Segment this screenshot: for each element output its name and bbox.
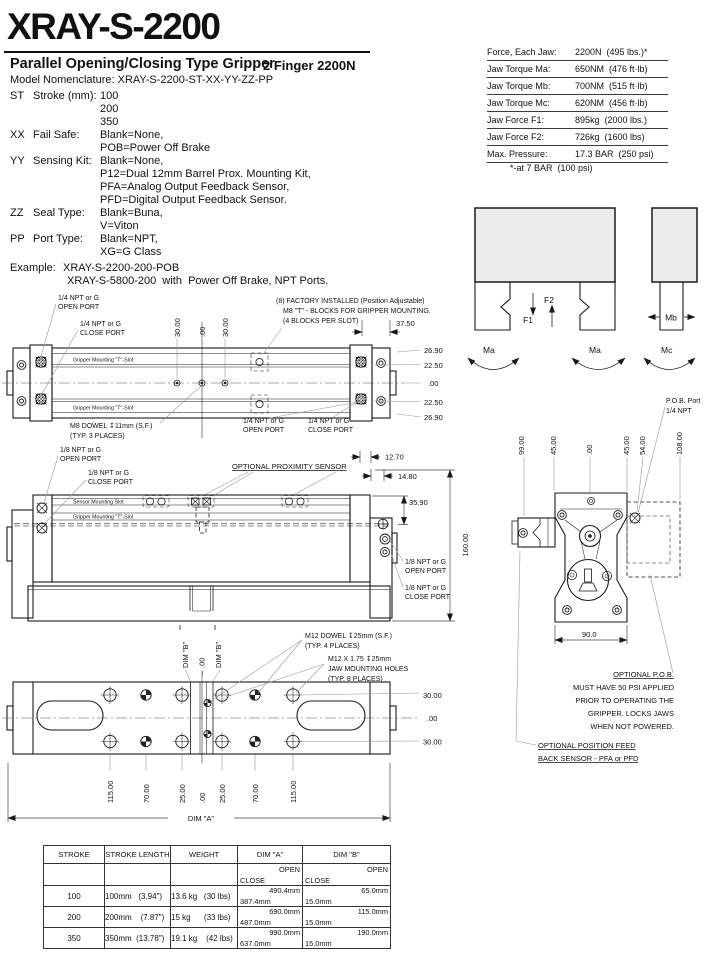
option-value: POB=Power Off Brake [100, 142, 211, 154]
dim-b-close: 15.0mm [305, 897, 332, 906]
pob-port-callout: P.O.B. Port [666, 398, 701, 405]
option-value: V=Viton [100, 220, 139, 232]
side-view-body [555, 493, 627, 622]
port-callout: 1/4 NPT or G [80, 321, 122, 328]
col-header-dim-b: DIM "B" [303, 846, 391, 864]
port-callout: CLOSE PORT [405, 594, 450, 601]
option-value: P12=Dual 12mm Barrel Prox. Mounting Kit, [100, 168, 311, 180]
spec-value: 726kg (1600 lbs) [575, 132, 645, 142]
option-code: ZZ [10, 207, 24, 219]
dim-label: .00 [198, 326, 207, 337]
dim-label: DIM "A" [187, 814, 215, 823]
port-callout: CLOSE PORT [80, 330, 125, 337]
sensor-slot-label: Sensor Mounting Slot [73, 499, 124, 506]
dim-label: .00 [427, 714, 438, 723]
spec-table [487, 44, 668, 163]
dim-label: 35.90 [409, 498, 428, 507]
stroke-cell: 100 [44, 886, 105, 907]
weight-cell: 13.6 kg (30 lbs) [171, 886, 238, 907]
side-view-drawing [480, 385, 710, 780]
dim-label: .00 [198, 792, 207, 803]
port-callout: OPEN PORT [58, 304, 100, 311]
option-row [0, 246, 420, 259]
proximity-sensor-note: OPTIONAL PROXIMITY SENSOR [232, 462, 347, 471]
stroke-table [43, 845, 391, 949]
dim-label: 99.00 [517, 436, 526, 455]
port-callout: 1/4 NPT or G [308, 418, 350, 425]
dim-label: 14.80 [398, 472, 417, 481]
option-value: 100 [100, 90, 119, 102]
col-header-stroke: STROKE [44, 846, 105, 864]
option-row [0, 90, 420, 103]
side-view-leaders [516, 407, 680, 745]
dim-label: .00 [585, 444, 594, 455]
top-view-drawing [0, 290, 465, 455]
col-header-stroke-length: STROKE LENGTH [105, 846, 171, 864]
dim-label: 30.00 [221, 318, 230, 337]
spec-value: 2200N (495 lbs.)* [575, 47, 648, 57]
port-callout: OPEN PORT [243, 427, 285, 434]
weight-cell: 15 kg (33 lbs) [171, 907, 238, 928]
tslot-label: Gripper Mounting "T"-Slot [73, 405, 134, 412]
option-name: Port Type: [33, 233, 83, 245]
pob-port-callout: 1/4 NPT [666, 408, 692, 415]
port-callout: OPEN PORT [60, 456, 102, 463]
dim-a-close: 487.0mm [240, 918, 271, 927]
tap-note: M12 X 1.75 ↧25mm [328, 656, 392, 663]
col-header-weight: WEIGHT [171, 846, 238, 864]
dim-label: 115.00 [106, 780, 115, 803]
dim-label: 70.00 [251, 784, 260, 803]
option-code: YY [10, 155, 25, 167]
dim-label: .00 [428, 379, 439, 388]
spec-label: Jaw Torque Mb: [487, 81, 551, 91]
spec-label: Force, Each Jaw: [487, 47, 557, 57]
option-row [0, 233, 420, 246]
stroke-table-row [44, 928, 391, 949]
port-callout: OPEN PORT [405, 568, 447, 575]
dim-label: 26.90 [424, 346, 443, 355]
example-model-2: XRAY-S-5800-200 with Power Off Brake, NPT Ports. [67, 275, 329, 287]
port-callout: CLOSE PORT [88, 479, 133, 486]
dim-b-open: 115.0mm [357, 907, 388, 916]
title-rule [4, 51, 370, 53]
dim-3750 [352, 320, 400, 336]
close-label: CLOSE [305, 875, 331, 885]
stroke-table-row [44, 907, 391, 928]
weight-cell: 19.1 kg (42 lbs) [171, 928, 238, 949]
front-view-drawing [0, 443, 480, 635]
page-subtitle: Parallel Opening/Closing Type Gripper [10, 56, 275, 72]
option-value: 350 [100, 116, 119, 128]
spec-row [487, 129, 668, 146]
open-label: OPEN [279, 864, 300, 874]
spec-row [487, 95, 668, 112]
stroke-table-row [44, 886, 391, 907]
length-cell: 350mm (13.78") [105, 928, 171, 949]
option-value: Blank=Buna, [100, 207, 163, 219]
dim-label: 108.00 [675, 432, 684, 455]
spec-label: Max. Pressure: [487, 149, 548, 159]
spec-label: Jaw Force F1: [487, 115, 545, 125]
bottom-view-body [2, 671, 420, 763]
pob-note: WHEN NOT POWERED. [590, 722, 674, 731]
option-row [0, 142, 420, 155]
tap-note: JAW MOUNTING HOLES [328, 666, 409, 673]
force-f2-label: F2 [544, 295, 554, 305]
dim-label: 25.00 [178, 784, 187, 803]
dim-label: .00 [197, 657, 207, 668]
col-header-dim-a: DIM "A" [238, 846, 303, 864]
option-row [0, 168, 420, 181]
port-callout: 1/4 NPT or G [243, 418, 285, 425]
dowel-note: (TYP. 4 PLACES) [305, 643, 360, 650]
spec-label: Jaw Torque Ma: [487, 64, 551, 74]
dim-label: 70.00 [142, 784, 151, 803]
pob-note-title: OPTIONAL P.O.B. [613, 670, 674, 679]
pob-note: MUST HAVE 50 PSI APPLIED [572, 683, 674, 692]
dim-label: DIM "B" [214, 641, 223, 668]
dim-label: 30.00 [173, 318, 182, 337]
option-value: 200 [100, 103, 119, 115]
torque-ma-left-label: Ma [483, 345, 495, 355]
option-name: Fail Safe: [33, 129, 80, 141]
option-row [0, 220, 420, 233]
dowel-note: (TYP. 3 PLACES) [70, 433, 125, 440]
jaw-force-diagram [465, 195, 710, 390]
dim-a-open: 990.0mm [269, 928, 300, 937]
close-label: CLOSE [240, 875, 266, 885]
length-cell: 100mm (3.94") [105, 886, 171, 907]
option-value: PFA=Analog Output Feedback Sensor, [100, 181, 290, 193]
spec-value: 17.3 BAR (250 psi) [575, 149, 654, 159]
dim-b-open: 190.0mm [357, 928, 388, 937]
option-value: XG=G Class [100, 246, 162, 258]
spec-row [487, 146, 668, 163]
jaw-diagram-body-left [475, 208, 615, 330]
force-f1-label: F1 [523, 315, 533, 325]
dim-a-close: 637.0mm [240, 939, 271, 948]
port-callout: 1/8 NPT or G [60, 447, 102, 454]
option-code: PP [10, 233, 25, 245]
dim-b-close: 15.0mm [305, 918, 332, 927]
port-callout: CLOSE PORT [308, 427, 353, 434]
dim-label: 45.00 [549, 436, 558, 455]
torque-mc-label: Mc [661, 345, 673, 355]
feedback-note: BACK SENSOR - PFA or PFD [538, 754, 639, 763]
option-row [0, 129, 420, 142]
port-callout: 1/4 NPT or G [58, 295, 100, 302]
dim-b-open: 65.0mm [361, 886, 388, 895]
port-callout: 1/8 NPT or G [405, 559, 447, 566]
dim-label: 37.50 [396, 319, 415, 328]
port-callout: 1/8 NPT or G [88, 470, 130, 477]
feedback-note: OPTIONAL POSITION FEED [538, 741, 636, 750]
force-arrows [468, 293, 695, 370]
option-row [0, 155, 420, 168]
dim-b-close: 15.0mm [305, 939, 332, 948]
tslot-label: Gripper Mounting "T"-Slot [73, 514, 134, 521]
pob-note: GRIPPER. LOCKS JAWS [588, 709, 674, 718]
dim-label: 22.50 [424, 398, 443, 407]
open-label: OPEN [367, 864, 388, 874]
dowel-note: M12 DOWEL ↧25mm (S.F.) [305, 633, 392, 640]
spec-value: 620NM (456 ft·lb) [575, 98, 648, 108]
spec-footnote: *-at 7 BAR (100 psi) [510, 163, 593, 173]
spec-value: 895kg (2000 lbs.) [575, 115, 648, 125]
dim-label: 54.00 [638, 436, 647, 455]
spec-row [487, 112, 668, 129]
pob-note: PRIOR TO OPERATING THE [575, 696, 674, 705]
option-value: Blank=NPT, [100, 233, 158, 245]
option-value: Blank=None, [100, 129, 164, 141]
stroke-table-subheader-row [44, 864, 391, 886]
tap-note: (TYP. 8 PLACES) [328, 676, 383, 683]
dim-label: 25.00 [218, 784, 227, 803]
option-row [0, 207, 420, 220]
dim-label: 30.00 [423, 691, 442, 700]
tslot-label: Gripper Mounting "T"-Slot [73, 357, 134, 364]
stroke-cell: 200 [44, 907, 105, 928]
factory-note: (8) FACTORY INSTALLED (Position Adjustable) [276, 298, 425, 305]
page-title: XRAY-S-2200 [7, 6, 220, 47]
spec-value: 650NM (476 ft·lb) [575, 64, 648, 74]
dim-label: 12.70 [385, 452, 404, 462]
spec-row [487, 78, 668, 95]
dim-label: 22.50 [424, 361, 443, 370]
option-value: PFD=Digital Output Feedback Sensor. [100, 194, 287, 206]
dim-label: 45.00 [622, 436, 631, 455]
option-row [0, 194, 420, 207]
torque-mb-label: Mb [665, 312, 677, 323]
spec-row [487, 44, 668, 61]
option-name: Stroke (mm): [33, 90, 97, 102]
top-view-ports-screws [17, 356, 385, 405]
spec-label: Jaw Torque Mc: [487, 98, 550, 108]
dim-a-open: 490.4mm [269, 886, 300, 895]
stroke-table-header-row [44, 846, 391, 864]
option-code: XX [10, 129, 25, 141]
option-row [0, 181, 420, 194]
dim-label: 160.00 [461, 533, 470, 557]
side-view-pob-brake [627, 502, 680, 577]
dim-a-open: 690.0mm [269, 907, 300, 916]
dim-label: 115.00 [289, 780, 298, 803]
factory-note: (4 BLOCKS PER SLOT) [283, 318, 359, 325]
sensor-slots [143, 496, 308, 534]
dim-label: DIM "B" [181, 641, 190, 668]
example-label: Example: [10, 262, 56, 274]
spec-row [487, 61, 668, 78]
dim-label: 30.00 [423, 737, 442, 747]
dim-label: 26.90 [424, 413, 443, 422]
model-nomenclature: Model Nomenclature: XRAY-S-2200-ST-XX-YY-ZZ-PP [10, 74, 274, 86]
front-view-body [7, 495, 397, 630]
spec-value: 700NM (515 ft·lb) [575, 81, 648, 91]
dim-label: 90.0 [582, 630, 597, 639]
spec-label: Jaw Force F2: [487, 132, 545, 142]
front-view-ports [37, 503, 390, 557]
example-model-1: XRAY-S-2200-200-POB [63, 262, 180, 274]
option-value: Blank=None, [100, 155, 164, 167]
bottom-view-drawing [0, 613, 465, 835]
torque-ma-right-label: Ma [589, 345, 601, 355]
dowel-note: M8 DOWEL ↧11mm (S.F.) [70, 423, 153, 430]
option-row [0, 103, 420, 116]
port-callout: 1/8 NPT or G [405, 585, 447, 592]
option-name: Sensing Kit: [33, 155, 92, 167]
length-cell: 200mm (7.87") [105, 907, 171, 928]
dim-a-close: 387.4mm [240, 897, 271, 906]
side-view-left-clamp [512, 518, 555, 547]
option-name: Seal Type: [33, 207, 85, 219]
option-row [0, 116, 420, 129]
option-code: ST [10, 90, 25, 102]
stroke-cell: 350 [44, 928, 105, 949]
capacity-label: 2 Finger 2200N [263, 58, 356, 73]
factory-note: M8 "T" - BLOCKS FOR GRIPPER MOUNTING. [283, 308, 431, 315]
